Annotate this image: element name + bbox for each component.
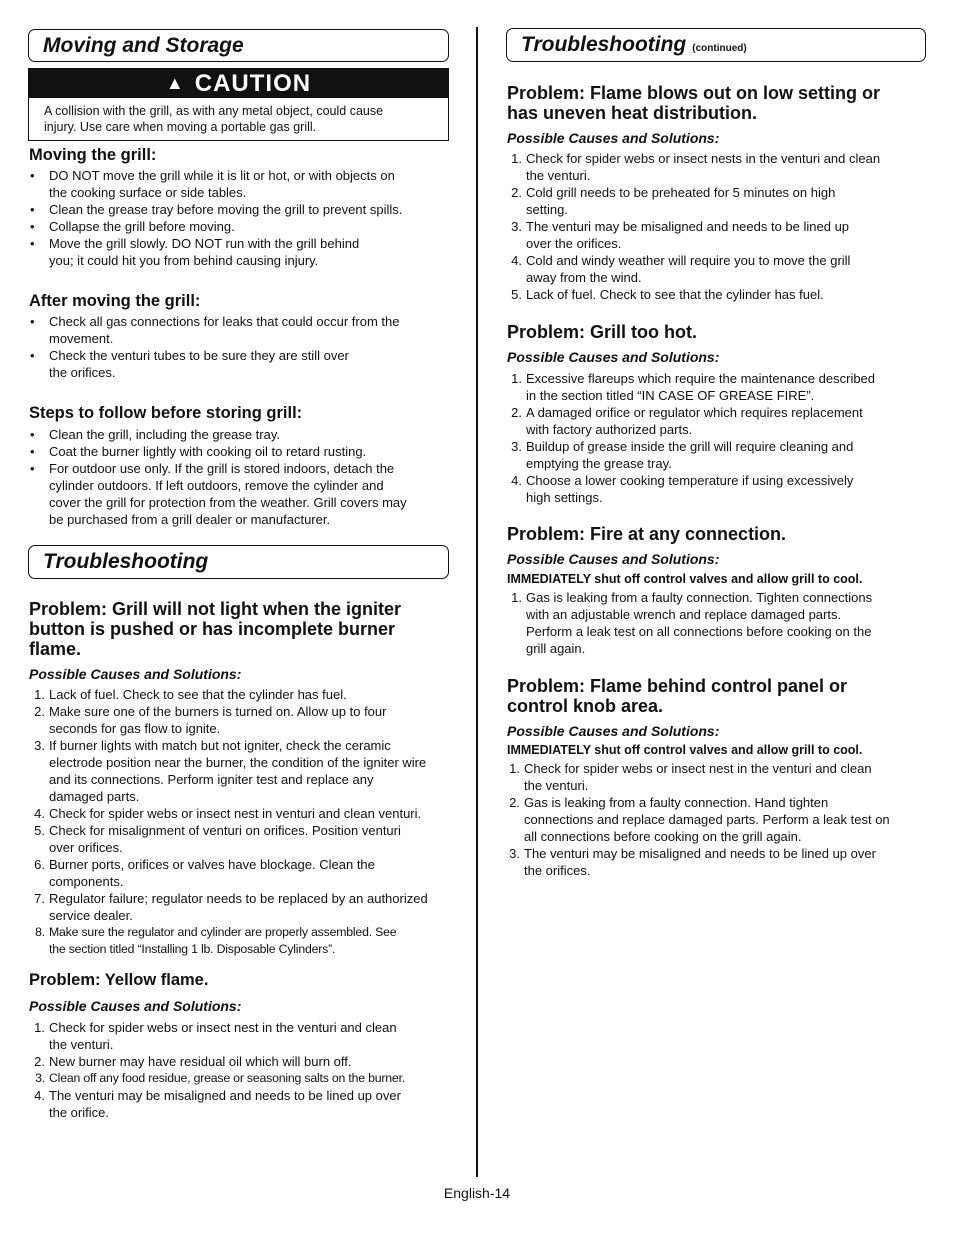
list-item: 7. Regulator failure; regulator needs to be replaced by an authorized service dealer. — [34, 891, 428, 923]
problem-4-list — [505, 370, 925, 506]
list-item: 2. Gas is leaking from a faulty connection. Hand tighten connections and replace damaged parts. Perform a leak test on all connections before cooking on the grill again. — [509, 795, 890, 844]
list-item: • Clean the grill, including the grease tray. — [28, 426, 453, 443]
list-item: 3. The venturi may be misaligned and needs to be lined up over the orifices. — [511, 219, 850, 251]
list-item: 1. Check for spider webs or insect nests in the venturi and clean the venturi. — [511, 151, 881, 183]
possible-causes-label: Possible Causes and Solutions: — [29, 666, 242, 682]
troubleshooting-continued-title-box — [506, 28, 926, 62]
caution-text — [29, 98, 448, 135]
shutoff-note: IMMEDIATELY shut off control valves and allow grill to cool. — [507, 743, 863, 757]
moving-storage-title-box — [28, 29, 449, 62]
possible-causes-label: Possible Causes and Solutions: — [29, 998, 242, 1014]
list-item: 3. Clean off any food residue, grease or seasoning salts on the burner. — [35, 1071, 406, 1085]
column-divider — [476, 27, 478, 1177]
caution-label: CAUTION — [194, 69, 312, 97]
moving-list — [28, 167, 453, 269]
list-item: 5. Lack of fuel. Check to see that the cylinder has fuel. — [511, 287, 824, 302]
list-item: 5. Check for misalignment of venturi on orifices. Position venturi over orifices. — [34, 823, 401, 855]
warning-triangle-icon: ▲ — [165, 73, 185, 93]
moving-storage-title: Moving and Storage — [43, 33, 244, 57]
troubleshooting-continued-title: Troubleshooting — [521, 33, 687, 56]
list-item: 3. Buildup of grease inside the grill will require cleaning and emptying the grease tray. — [511, 439, 854, 471]
list-item: 2. New burner may have residual oil which will burn off. — [34, 1054, 352, 1069]
possible-causes-label: Possible Causes and Solutions: — [507, 349, 720, 365]
possible-causes-label: Possible Causes and Solutions: — [507, 723, 720, 739]
problem-5-list — [505, 589, 925, 657]
problem-1-list — [28, 686, 453, 958]
problem-6-heading: Problem: Flame behind control panel or control knob area. — [507, 676, 848, 716]
list-item: 2. A damaged orifice or regulator which requires replacement with factory authorized parts. — [511, 405, 863, 437]
list-item: • Move the grill slowly. DO NOT run with the grill behind you; it could hit you from behind causing injury. — [28, 235, 453, 269]
list-item: • Check the venturi tubes to be sure they are still over the orifices. — [28, 347, 453, 381]
after-heading: After moving the grill: — [29, 292, 201, 310]
list-item: • For outdoor use only. If the grill is stored indoors, detach the cylinder outdoors. If left outdoors, remove the cylinder and cover the grill for protection from the weather. Grill covers may be purchased from a grill dealer or manufacturer. — [28, 460, 453, 528]
problem-2-list — [28, 1019, 453, 1121]
list-item: • Check all gas connections for leaks that could occur from the movement. — [28, 313, 453, 347]
problem-6-list — [503, 760, 925, 879]
list-item: 4. The venturi may be misaligned and needs to be lined up over the orifice. — [34, 1088, 401, 1120]
list-item: 4. Choose a lower cooking temperature if using excessively high settings. — [511, 473, 854, 505]
after-list — [28, 313, 453, 381]
list-item: 1. Gas is leaking from a faulty connection. Tighten connections with an adjustable wrench and replace damaged parts. Perform a leak test on all connections before cooking on the grill again. — [511, 590, 873, 656]
moving-heading: Moving the grill: — [29, 146, 157, 164]
list-item: • Collapse the grill before moving. — [28, 218, 453, 235]
problem-2-heading: Problem: Yellow flame. — [29, 971, 209, 989]
problem-4-heading: Problem: Grill too hot. — [507, 322, 697, 342]
troubleshooting-title: Troubleshooting — [43, 550, 209, 573]
list-item: • DO NOT move the grill while it is lit or hot, or with objects on the cooking surface or side tables. — [28, 167, 453, 201]
shutoff-note: IMMEDIATELY shut off control valves and allow grill to cool. — [507, 572, 863, 586]
list-item: 3. If burner lights with match but not igniter, check the ceramic electrode position near the burner, the condition of the igniter wire and its connections. Perform igniter test and replace any damaged parts. — [34, 738, 427, 804]
storing-list — [28, 426, 453, 528]
problem-1-heading: Problem: Grill will not light when the igniter button is pushed or has incomplete burner flame. — [29, 599, 402, 659]
possible-causes-label: Possible Causes and Solutions: — [507, 551, 720, 567]
list-item: 8. Make sure the regulator and cylinder are properly assembled. See the section titled “Installing 1 lb. Disposable Cylinders”. — [35, 925, 397, 956]
page-number: English-14 — [443, 1185, 511, 1201]
problem-3-list — [505, 150, 925, 303]
list-item: 6. Burner ports, orifices or valves have blockage. Clean the components. — [34, 857, 375, 889]
problem-3-heading: Problem: Flame blows out on low setting or has uneven heat distribution. — [507, 83, 881, 123]
list-item: 3. The venturi may be misaligned and needs to be lined up over the orifices. — [509, 846, 876, 878]
list-item: 1. Check for spider webs or insect nest in the venturi and clean the venturi. — [509, 761, 872, 793]
list-item: 2. Cold grill needs to be preheated for 5 minutes on high setting. — [511, 185, 836, 217]
list-item: • Clean the grease tray before moving the grill to prevent spills. — [28, 201, 453, 218]
list-item: 1. Check for spider webs or insect nest in the venturi and clean the venturi. — [34, 1020, 397, 1052]
list-item: 1. Excessive flareups which require the maintenance described in the section titled “IN CASE OF GREASE FIRE”. — [511, 371, 876, 403]
caution-box — [28, 68, 449, 141]
caution-text-line: injury. Use care when moving a portable gas grill. — [44, 120, 317, 134]
continued-label: (continued) — [692, 42, 747, 54]
caution-bar — [29, 69, 448, 98]
problem-5-heading: Problem: Fire at any connection. — [507, 524, 787, 544]
list-item: 4. Cold and windy weather will require you to move the grill away from the wind. — [511, 253, 851, 285]
list-item: 1. Lack of fuel. Check to see that the cylinder has fuel. — [34, 687, 347, 702]
possible-causes-label: Possible Causes and Solutions: — [507, 130, 720, 146]
caution-text-line: A collision with the grill, as with any metal object, could cause — [44, 104, 384, 118]
list-item: 2. Make sure one of the burners is turned on. Allow up to four seconds for gas flow to ignite. — [34, 704, 387, 736]
troubleshooting-title-box — [28, 545, 449, 579]
list-item: • Coat the burner lightly with cooking oil to retard rusting. — [28, 443, 453, 460]
storing-heading: Steps to follow before storing grill: — [29, 404, 303, 422]
list-item: 4. Check for spider webs or insect nest in venturi and clean venturi. — [34, 806, 422, 821]
